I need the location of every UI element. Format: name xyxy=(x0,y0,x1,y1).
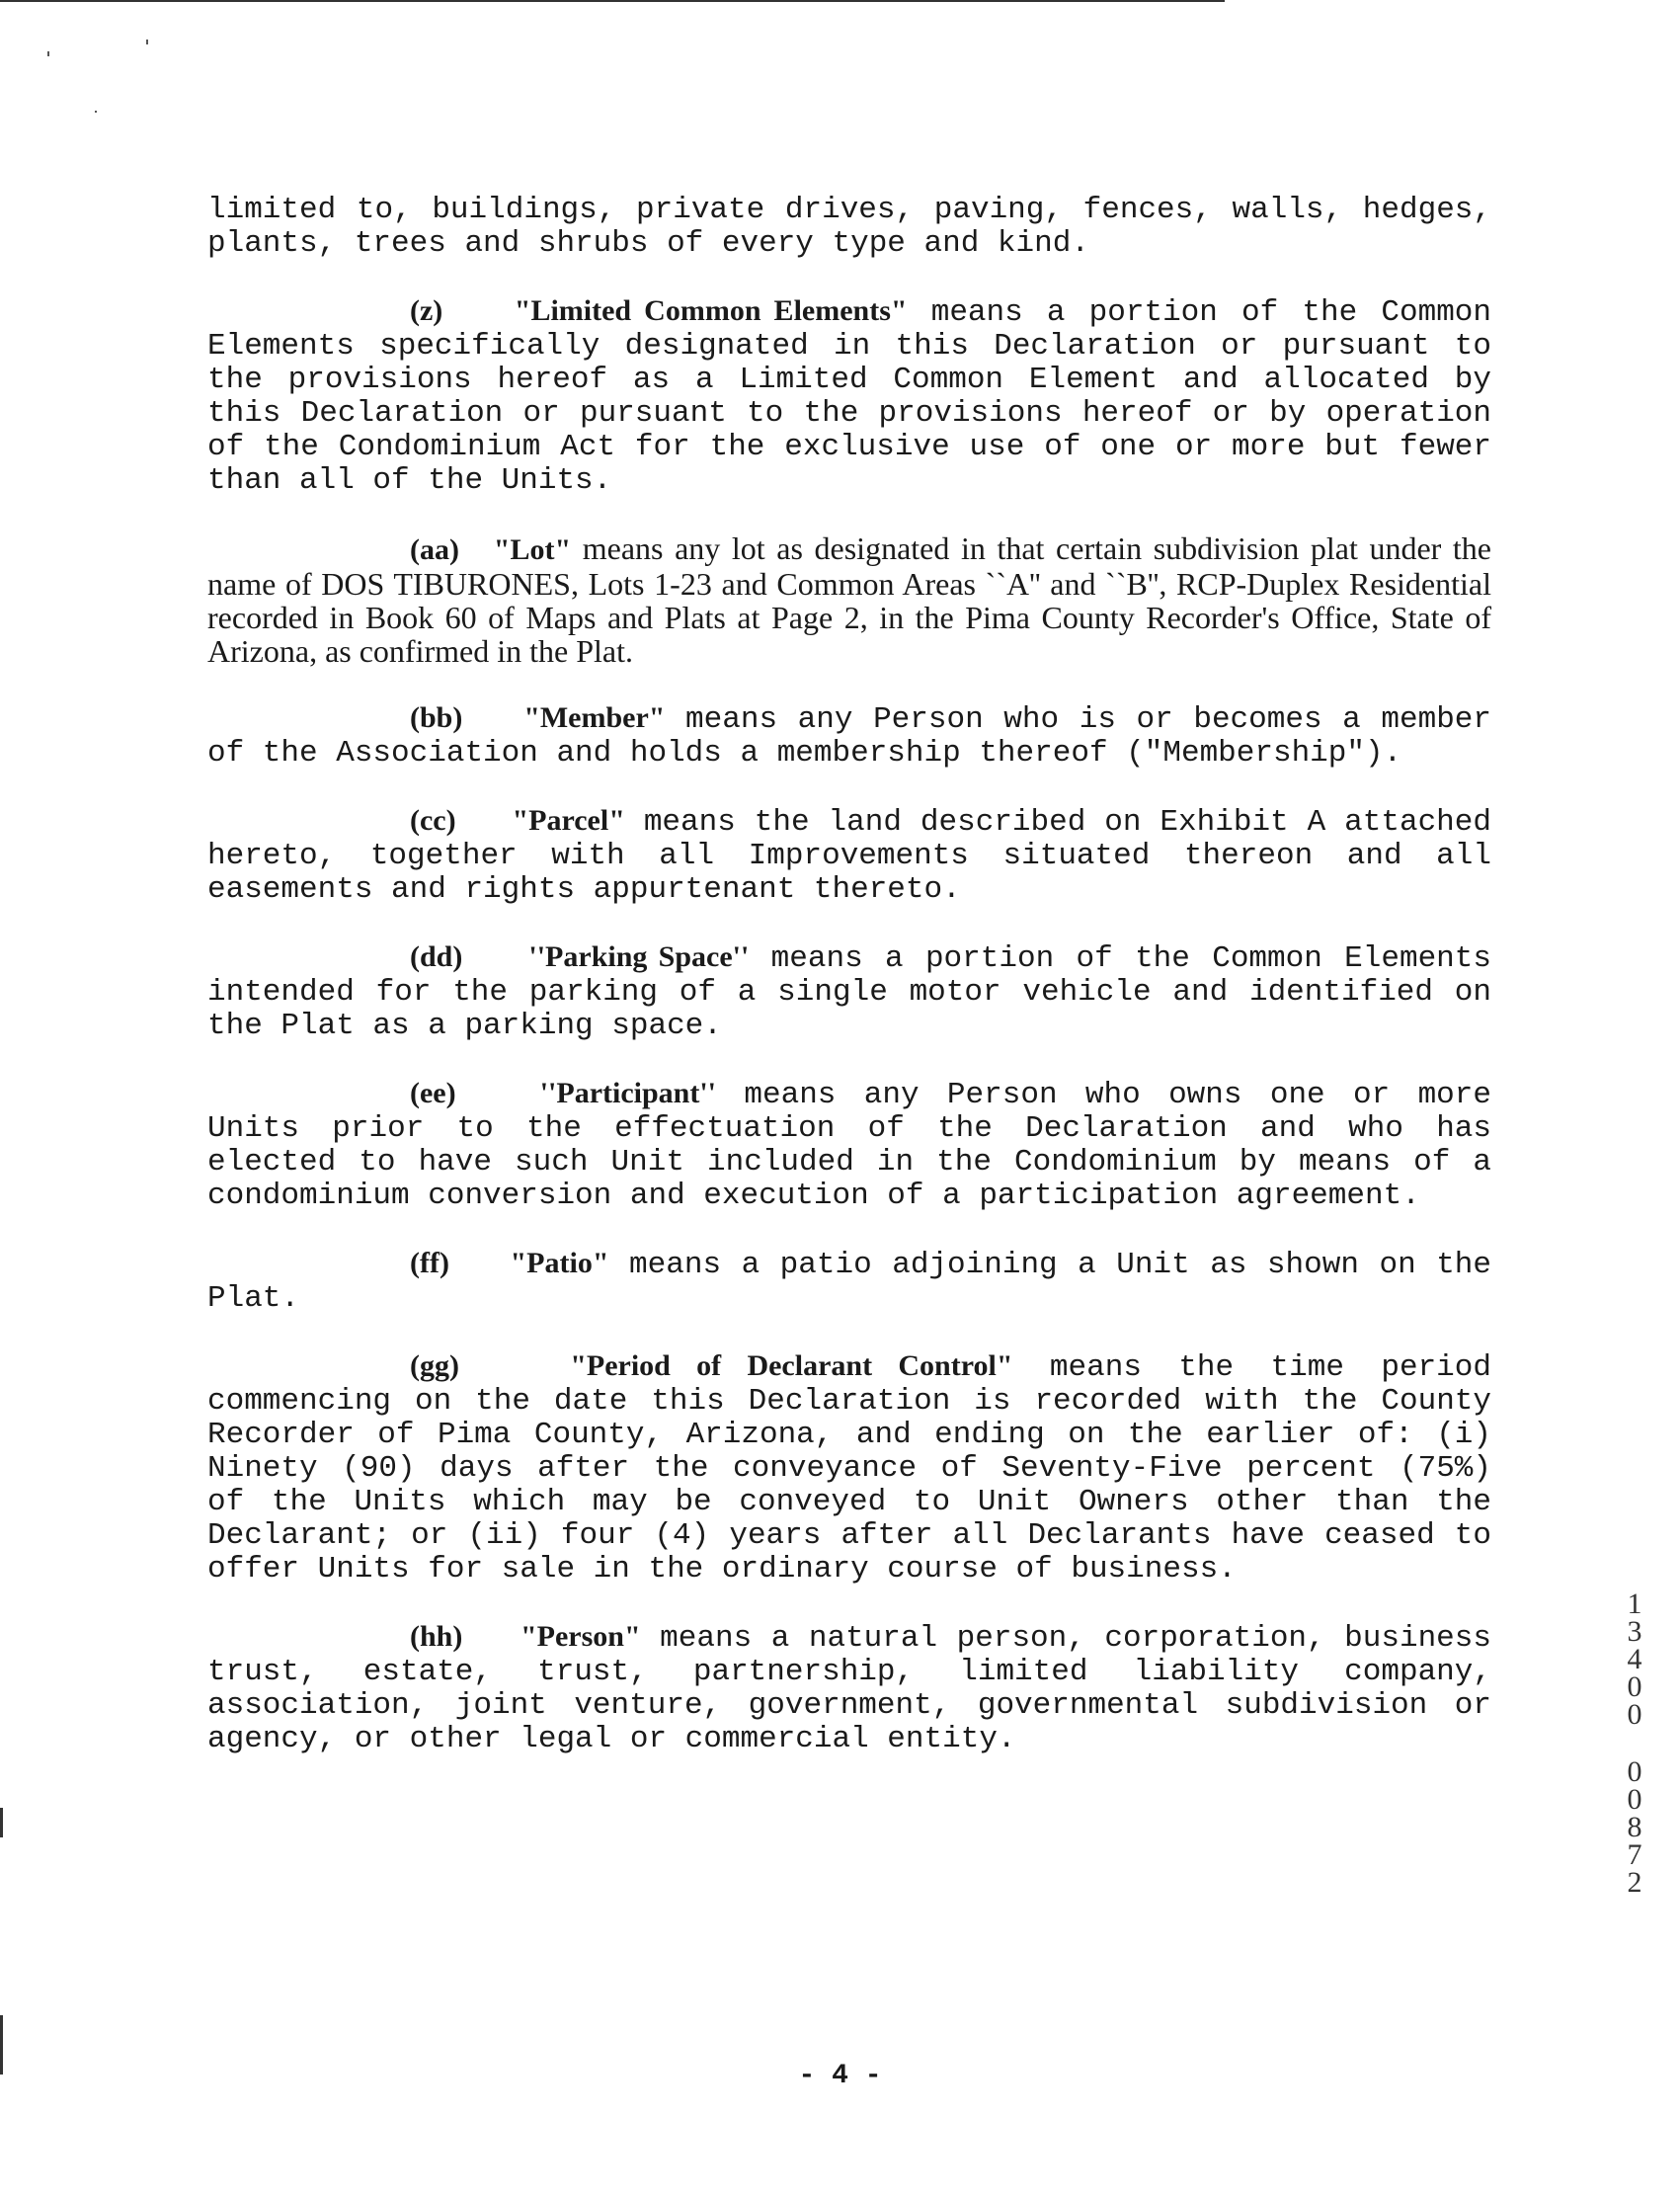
definition-cc xyxy=(207,804,1491,907)
edge-mark xyxy=(0,1808,3,1837)
recording-stamp xyxy=(1618,1587,1651,1899)
definition-number: (bb) xyxy=(410,701,463,734)
stamp-digit: 3 xyxy=(1627,1615,1642,1648)
definition-number: (dd) xyxy=(410,940,463,973)
intro-paragraph: limited to, buildings, private drives, paving, fences, walls, hedges, plants, trees and shrubs of every type and kind. xyxy=(207,193,1491,261)
definition-gg xyxy=(207,1349,1491,1587)
stamp-digit: 0 xyxy=(1627,1698,1642,1731)
definition-aa xyxy=(207,531,1491,668)
definition-number: (hh) xyxy=(410,1620,463,1653)
definition-term: "Member" xyxy=(523,701,666,734)
stamp-digit: 0 xyxy=(1627,1755,1642,1788)
document-body xyxy=(207,194,1491,1790)
definition-text: means a natural person, corporation, business trust, estate, trust, partnership, limited liability company, association, joint venture, government, governmental subdivision or agency, or other legal or commercial entity. xyxy=(207,1621,1491,1756)
definition-text: means any lot as designated in that certain subdivision plat under the name of DOS TIBURONES, Lots 1-23 and Common Areas ``A'' and ``B'', RCP-Duplex Residential recorded in Book 60 of Maps and Plats at Page 2, in the Pima County Recorder's Office, State of Arizona, as confirmed in the Plat. xyxy=(207,530,1492,669)
definition-text: means the land described on Exhibit A attached hereto, together with all Improvements situated thereon and all easements and rights appurtenant thereto. xyxy=(207,805,1491,907)
page-number: - 4 - xyxy=(798,2061,882,2091)
definition-term: "Parcel" xyxy=(512,804,625,837)
definition-term: ''Participant'' xyxy=(539,1077,717,1109)
top-border-line xyxy=(0,0,1225,2)
definition-number: (gg) xyxy=(410,1349,459,1382)
scan-speck xyxy=(95,111,97,113)
definition-number: (aa) xyxy=(410,533,459,566)
definition-text: means any Person who owns one or more Units prior to the effectuation of the Declaration and who has elected to have such Unit included in the Condominium by means of a condominium conversion and execution of a participation agreement. xyxy=(207,1078,1491,1213)
definition-ff xyxy=(207,1247,1491,1316)
definition-term: "Period of Declarant Control" xyxy=(570,1349,1013,1382)
stamp-digit: 0 xyxy=(1627,1670,1642,1703)
stamp-digit: 0 xyxy=(1627,1783,1642,1816)
definition-dd xyxy=(207,940,1491,1043)
stamp-digit: 4 xyxy=(1627,1643,1642,1675)
definition-text: means any Person who is or becomes a member of the Association and holds a membership thereof ("Membership"). xyxy=(207,702,1491,771)
stamp-digit: 1 xyxy=(1627,1587,1642,1620)
stamp-digit: 8 xyxy=(1627,1811,1642,1843)
definition-z xyxy=(207,294,1491,498)
definition-number: (ee) xyxy=(410,1077,456,1109)
definition-text: means a patio adjoining a Unit as shown on the Plat. xyxy=(207,1248,1492,1316)
scan-speck xyxy=(47,51,49,56)
stamp-digit: 2 xyxy=(1627,1866,1642,1899)
definition-number: (ff) xyxy=(410,1247,449,1279)
definition-term: "Limited Common Elements" xyxy=(514,294,908,327)
stamp-digit: 7 xyxy=(1627,1838,1642,1871)
definition-number: (z) xyxy=(410,294,443,327)
definition-hh xyxy=(207,1620,1491,1756)
scan-speck xyxy=(146,40,148,44)
definition-text: means the time period commencing on the date this Declaration is recorded with the County Recorder of Pima County, Arizona, and ending on the earlier of: (i) Ninety (90) days after the conveyance of Seventy-Five percent (75%) of the Units which may be conveyed to Unit Owners other than the Declarant; or (ii) four (4) years after all Declarants have ceased to offer Units for sale in the ordinary course of business. xyxy=(207,1350,1491,1587)
definition-text: means a portion of the Common Elements intended for the parking of a single motor vehicle and identified on the Plat as a parking space. xyxy=(207,941,1491,1043)
definition-ee xyxy=(207,1077,1491,1213)
definition-term: ''Parking Space'' xyxy=(528,940,750,973)
definition-term: "Lot" xyxy=(493,533,572,566)
definition-bb xyxy=(207,701,1491,771)
definition-term: "Person" xyxy=(520,1620,641,1653)
definition-text: means a portion of the Common Elements specifically designated in this Declaration or pursuant to the provisions hereof as a Limited Common Element and allocated by this Declaration or pursuant to the provisions hereof or by operation of the Condominium Act for the exclusive use of one or more but fewer than all of the Units. xyxy=(207,295,1492,498)
definition-term: "Patio" xyxy=(510,1247,609,1279)
definition-number: (cc) xyxy=(410,804,456,837)
